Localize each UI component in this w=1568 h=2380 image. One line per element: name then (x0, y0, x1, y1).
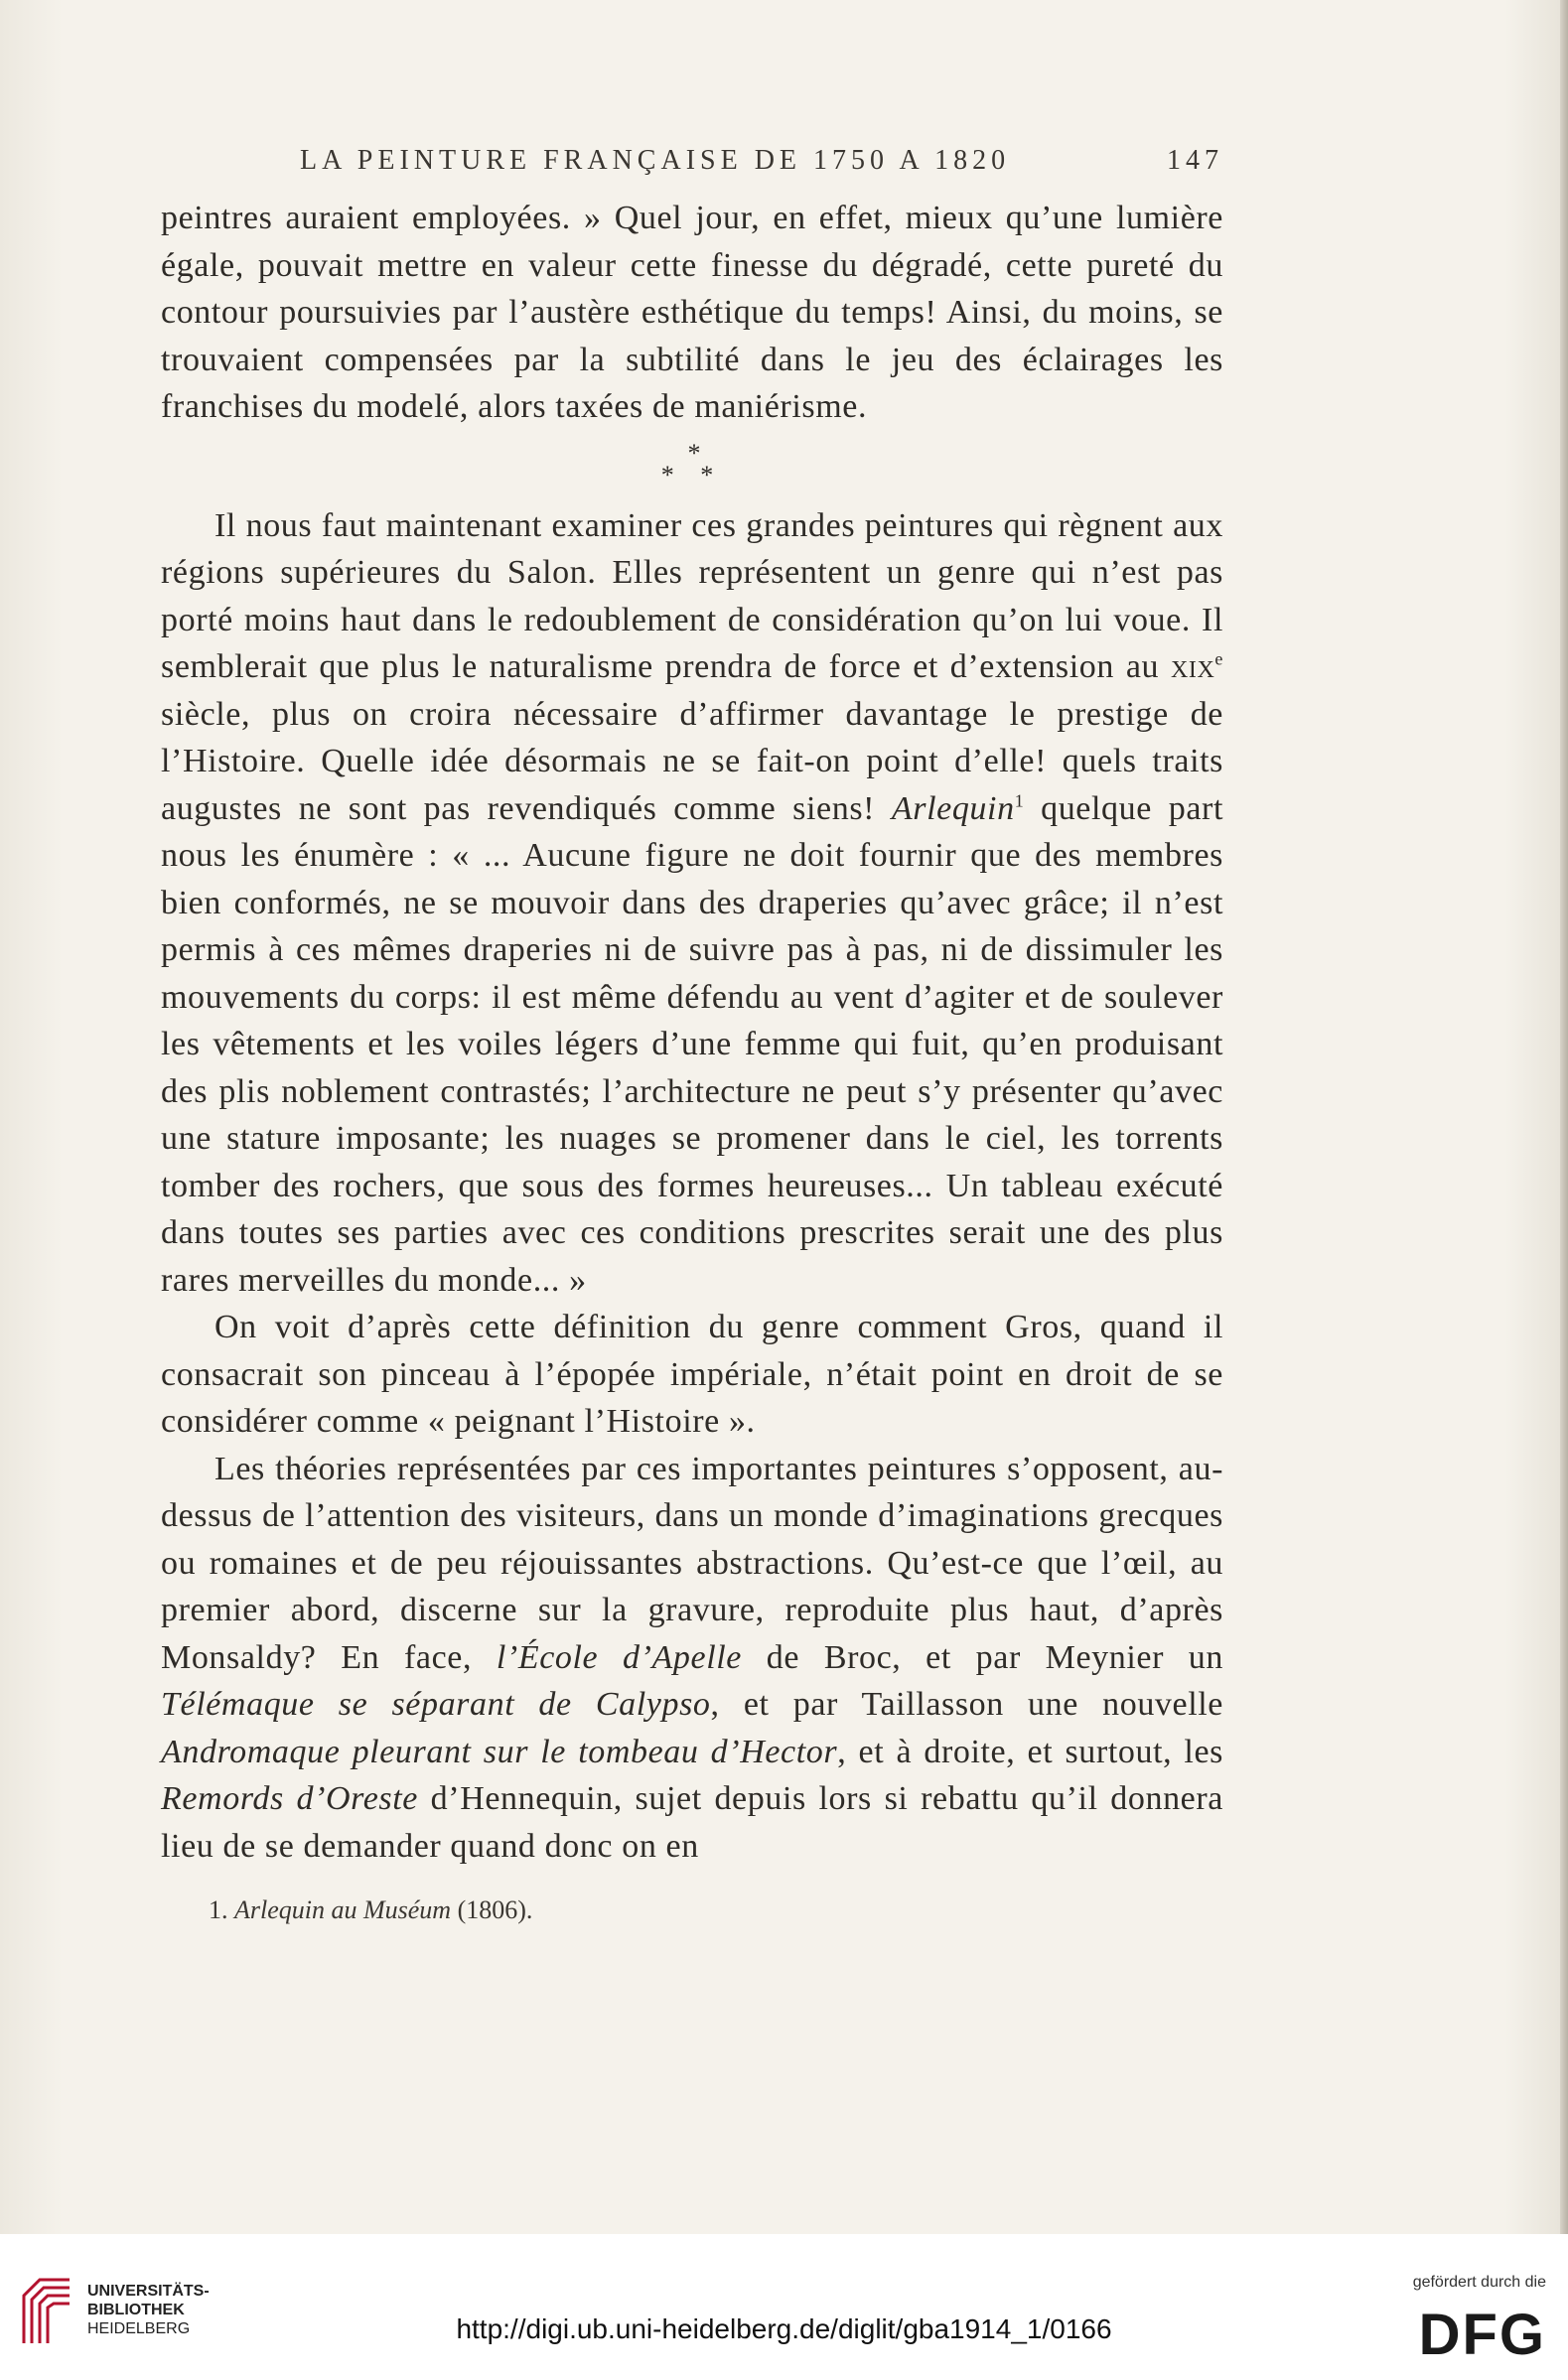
running-head-title: LA PEINTURE FRANÇAISE DE 1750 A 1820 (300, 145, 1011, 176)
separator-top-star: * (687, 438, 711, 468)
footnote-number: 1. (209, 1895, 228, 1924)
separator-bottom-stars: * * (660, 460, 724, 490)
funding-label: gefördert durch die (1412, 2274, 1546, 2291)
paragraph-4-part-b: de Broc, et par Meynier un (741, 1638, 1224, 1676)
dfg-logo: DFG (1418, 2303, 1546, 2367)
page-fold-edge (1560, 0, 1568, 2234)
telemaque-title: Télémaque se séparant de Calypso (161, 1686, 711, 1723)
paragraph-2 (161, 502, 1223, 1305)
running-head (161, 145, 1223, 177)
remords-oreste-title: Remords d’Oreste (161, 1780, 418, 1817)
footnote (209, 1895, 1223, 1925)
body-text (161, 195, 1223, 1870)
library-name-line1: UNIVERSITÄTS- (87, 2283, 210, 2300)
paragraph-2-part-b: siècle, plus on croira nécessaire d’affirmer davantage le prestige de l’Histoire. Quelle idée désormais ne se fait-on point d’elle! quels traits augustes ne sont pas revendiqués comme siens! (161, 695, 1223, 827)
century-superscript: e (1214, 648, 1223, 669)
paragraph-4-part-a: Les théories représentées par ces importantes peintures s’opposent, au-dessus de l’attention des visiteurs, dans un monde d’imaginations grecques ou romaines et de peu réjouissantes abstractions. Qu’est-ce que l’œil, au premier abord, discerne sur la gravure, reproduite plus haut, d’après Monsaldy? En face, (161, 1450, 1223, 1676)
paragraph-4-part-e: d’Hennequin, sujet depuis lors si rebattu qu’il donnera lieu de se demander quand donc on en (161, 1780, 1223, 1865)
paragraph-2-part-a: Il nous faut maintenant examiner ces grandes peintures qui règnent aux régions supérieures du Salon. Elles représentent un genre qui n’est pas porté moins haut dans le redoublement de considération qu’on lui voue. Il semblerait que plus le naturalisme prendra de force et d’extension au (161, 506, 1223, 685)
century-numeral: xix (1170, 648, 1215, 685)
library-name-line2: BIBLIOTHEK (87, 2302, 185, 2318)
paragraph-4-part-c: , et par Taillasson une nouvelle (710, 1686, 1223, 1723)
footnote-year: (1806). (457, 1895, 533, 1924)
paragraph-4 (161, 1446, 1223, 1871)
arlequin-title: Arlequin (891, 789, 1015, 827)
paragraph-3: On voit d’après cette définition du genre comment Gros, quand il consacrait son pinceau à l’épopée impériale, n’était point en droit de se considérer comme « peignant l’Histoire ». (161, 1309, 1223, 1440)
paragraph-1: peintres auraient employées. » Quel jour, en effet, mieux qu’une lumière égale, pouvait mettre en valeur cette finesse du dégradé, cette pureté du contour poursuivies par l’austère esthétique du temps! Ainsi, du moins, se trouvaient compensées par la subtilité dans le jeu des éclairages les franchises du modelé, alors taxées de maniérisme. (161, 200, 1223, 425)
paragraph-4-part-d: , et à droite, et surtout, les (837, 1733, 1223, 1770)
footer-bar (0, 2234, 1568, 2380)
andromaque-title: Andromaque pleurant sur le tombeau d’Hector (161, 1733, 838, 1770)
section-separator (161, 438, 1223, 490)
page-number: 147 (1167, 145, 1223, 176)
footnote-reference: 1 (1014, 790, 1025, 811)
ecole-apelle-title: l’École d’Apelle (496, 1638, 742, 1676)
library-name-line3: HEIDELBERG (87, 2320, 191, 2337)
paragraph-2-part-c: quelque part nous les énumère : « ... Aucune figure ne doit fournir que des membres bien conformés, ne se mouvoir dans des draperies qu’avec grâce; il n’est permis à ces mêmes draperies ni de suivre pas à pas, ni de dissimuler les mouvements du corps: il est même défendu au vent d’agiter et de soulever les vêtements et les voiles légers d’une femme qui fuit, qu’en produisant des plis noblement contrastés; l’architecture ne peut s’y présenter qu’avec une stature imposante; les nuages se promener dans le ciel, les torrents tomber des rochers, que sous des formes heureuses... Un tableau exécuté dans toutes ses parties avec ces conditions prescrites serait une des plus rares merveilles du monde... » (161, 789, 1223, 1299)
permalink-url[interactable]: http://digi.ub.uni-heidelberg.de/diglit/gba1914_1/0166 (456, 2313, 1112, 2344)
footnote-title: Arlequin au Muséum (234, 1895, 452, 1924)
page-content (161, 145, 1223, 1925)
